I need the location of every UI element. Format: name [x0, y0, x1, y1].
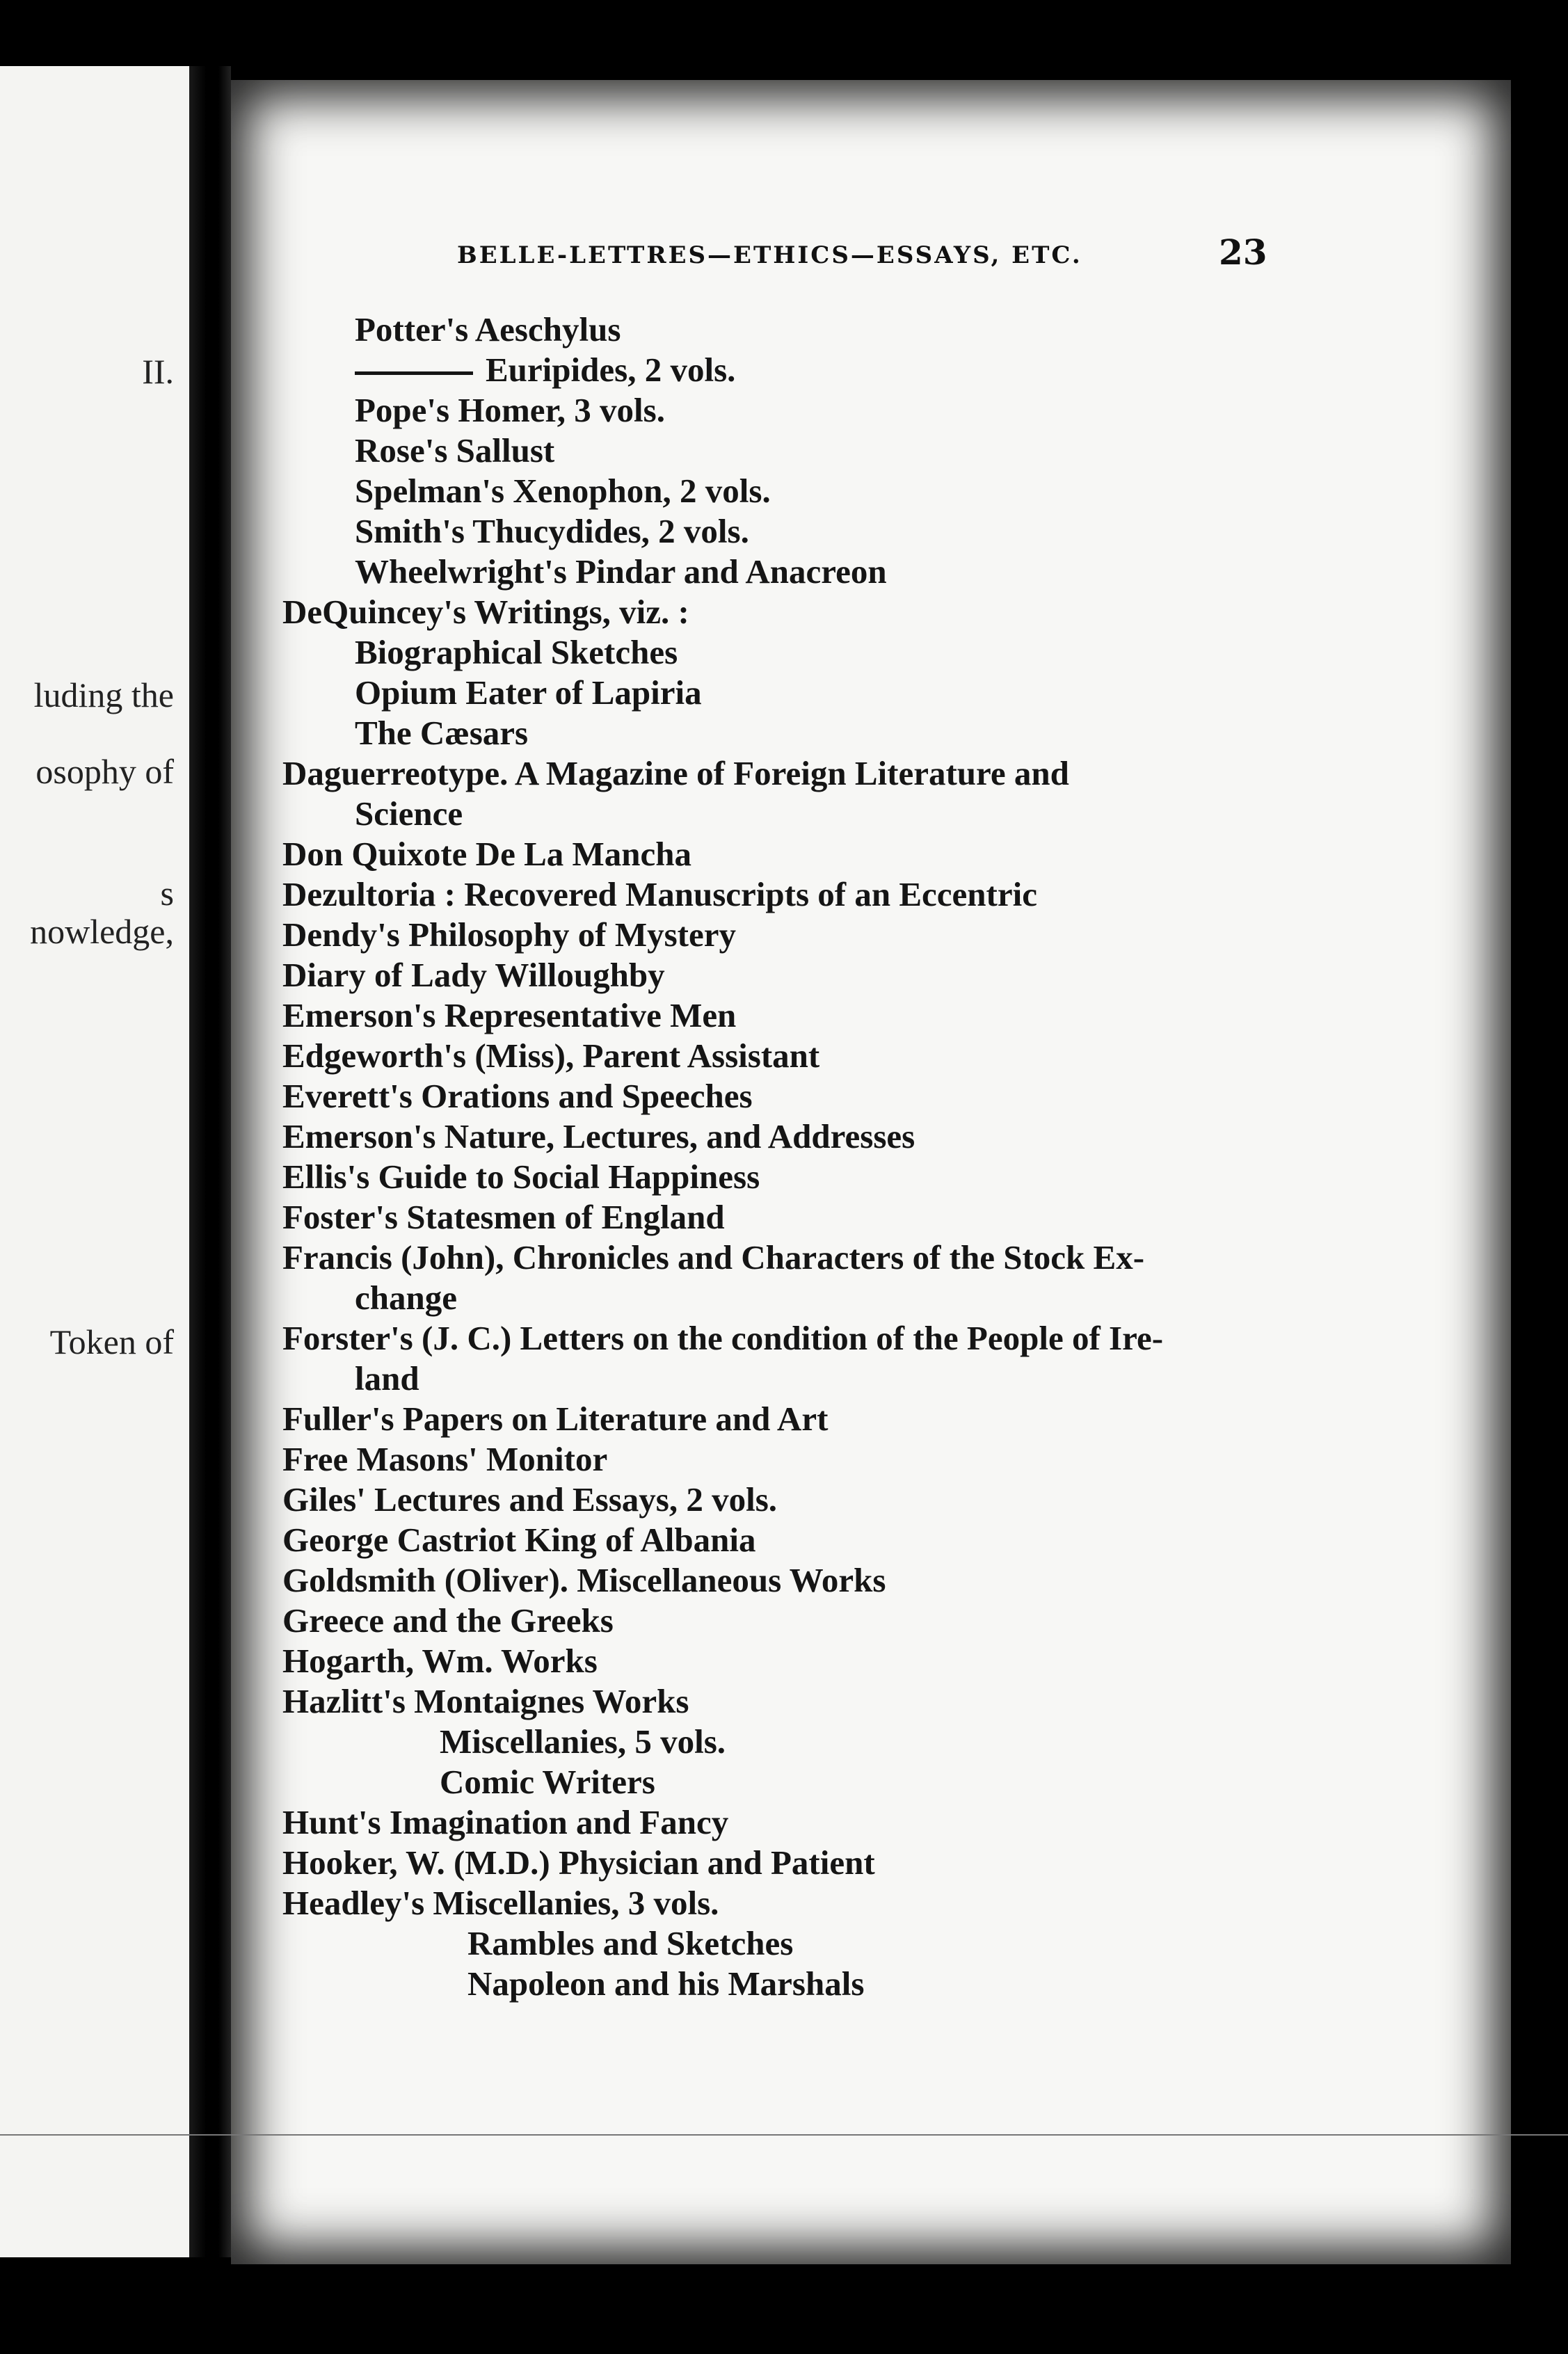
- catalog-entry-text: Comic Writers: [440, 1763, 655, 1801]
- catalog-entry-text: Ellis's Guide to Social Happiness: [282, 1158, 760, 1196]
- left-fragment: s: [160, 874, 174, 913]
- catalog-entry-text: Science: [355, 794, 463, 833]
- catalog-entry-text: Spelman's Xenophon, 2 vols.: [355, 472, 771, 510]
- catalog-entry: [231, 1238, 1511, 1278]
- page-header-title: BELLE-LETTRES—ETHICS—ESSAYS, ETC.: [457, 241, 1082, 269]
- catalog-entry: [231, 552, 1511, 592]
- catalog-entry-text: Biographical Sketches: [355, 633, 678, 671]
- catalog-entry-text: Edgeworth's (Miss), Parent Assistant: [282, 1036, 820, 1075]
- catalog-entry: [231, 1762, 1511, 1802]
- running-head: [231, 232, 1511, 290]
- catalog-entry: [231, 1641, 1511, 1681]
- catalog-entry-text: Francis (John), Chronicles and Characters of the Stock Ex-: [282, 1238, 1145, 1276]
- catalog-entry-text: Headley's Miscellanies, 3 vols.: [282, 1884, 719, 1922]
- left-fragment: nowledge,: [30, 912, 174, 951]
- catalog-entry: [231, 1883, 1511, 1923]
- catalog-entry-text: Rose's Sallust: [355, 431, 555, 470]
- left-fragment: Token of: [49, 1322, 174, 1361]
- catalog-entry-text: DeQuincey's Writings, viz. :: [282, 593, 689, 631]
- catalog-entry: [231, 1439, 1511, 1480]
- catalog-entry: [231, 995, 1511, 1036]
- catalog-entry: [231, 1157, 1511, 1197]
- catalog-entry-text: Rambles and Sketches: [467, 1924, 794, 1962]
- catalog-entry-text: change: [355, 1279, 457, 1317]
- catalog-entry-text: Opium Eater of Lapiria: [355, 673, 702, 712]
- catalog-entry-text: Hogarth, Wm. Works: [282, 1642, 598, 1680]
- catalog-entry-text: Diary of Lady Willoughby: [282, 956, 665, 994]
- catalog-entry-text: Goldsmith (Oliver). Miscellaneous Works: [282, 1561, 886, 1599]
- book-gutter: [189, 66, 231, 2257]
- scan-edge-line: [0, 2134, 1568, 2136]
- catalog-entry-text: Pope's Homer, 3 vols.: [355, 391, 665, 429]
- left-fragment: luding the: [33, 675, 174, 714]
- catalog-entry: [231, 632, 1511, 673]
- left-facing-page: [0, 66, 189, 2257]
- catalog-entry: [231, 1480, 1511, 1520]
- catalog-entry: [231, 511, 1511, 552]
- catalog-entry: [231, 1399, 1511, 1439]
- catalog-entry-text: Free Masons' Monitor: [282, 1440, 608, 1478]
- catalog-entry: [231, 431, 1511, 471]
- catalog-entry: [231, 955, 1511, 995]
- left-fragment: osophy of: [35, 752, 174, 791]
- catalog-entry: [231, 350, 1511, 390]
- catalog-entry-text: Don Quixote De La Mancha: [282, 835, 691, 873]
- catalog-entry: [231, 1318, 1511, 1359]
- catalog-entry: [231, 874, 1511, 915]
- catalog-entry: [231, 915, 1511, 955]
- main-page: [231, 80, 1511, 2264]
- catalog-entry: [231, 1197, 1511, 1238]
- catalog-entry: [231, 1359, 1511, 1399]
- catalog-entry: [231, 390, 1511, 431]
- catalog-entries: [231, 310, 1511, 2004]
- catalog-entry: [231, 713, 1511, 753]
- catalog-entry-text: Dezultoria : Recovered Manuscripts of an Eccentric: [282, 875, 1037, 913]
- catalog-entry: [231, 1560, 1511, 1601]
- page-number: 23: [1219, 232, 1267, 273]
- catalog-entry-text: The Cæsars: [355, 714, 529, 752]
- catalog-entry: [231, 310, 1511, 350]
- catalog-entry-text: Foster's Statesmen of England: [282, 1198, 725, 1236]
- catalog-entry: [231, 1681, 1511, 1722]
- catalog-entry-text: Hazlitt's Montaignes Works: [282, 1682, 689, 1720]
- catalog-entry-text: Miscellanies, 5 vols.: [440, 1722, 726, 1761]
- catalog-entry: [231, 1076, 1511, 1116]
- catalog-entry-text: Greece and the Greeks: [282, 1601, 614, 1640]
- ditto-rule: [355, 371, 473, 375]
- catalog-entry-text: Giles' Lectures and Essays, 2 vols.: [282, 1480, 778, 1519]
- catalog-entry: [231, 1964, 1511, 2004]
- catalog-entry: [231, 673, 1511, 713]
- catalog-entry: [231, 1843, 1511, 1883]
- catalog-entry: [231, 471, 1511, 511]
- catalog-entry-text: Dendy's Philosophy of Mystery: [282, 915, 737, 954]
- catalog-entry-text: Everett's Orations and Speeches: [282, 1077, 753, 1115]
- catalog-entry-text: land: [355, 1359, 419, 1398]
- left-fragment: II.: [142, 352, 174, 391]
- catalog-entry-text: Hunt's Imagination and Fancy: [282, 1803, 729, 1841]
- catalog-entry: [231, 1802, 1511, 1843]
- catalog-entry: [231, 592, 1511, 632]
- catalog-entry-text: Euripides, 2 vols.: [486, 351, 736, 389]
- catalog-entry: [231, 1923, 1511, 1964]
- catalog-entry: [231, 834, 1511, 874]
- catalog-entry-text: Emerson's Nature, Lectures, and Addresses: [282, 1117, 915, 1155]
- catalog-entry: [231, 1036, 1511, 1076]
- catalog-entry-text: Hooker, W. (M.D.) Physician and Patient: [282, 1843, 875, 1882]
- catalog-entry-text: Forster's (J. C.) Letters on the condition of the People of Ire-: [282, 1319, 1164, 1357]
- catalog-entry: [231, 1520, 1511, 1560]
- catalog-entry-text: George Castriot King of Albania: [282, 1521, 756, 1559]
- catalog-entry-text: Napoleon and his Marshals: [467, 1964, 865, 2003]
- catalog-entry: [231, 1116, 1511, 1157]
- catalog-entry: [231, 753, 1511, 794]
- catalog-entry-text: Wheelwright's Pindar and Anacreon: [355, 552, 887, 591]
- catalog-entry-text: Potter's Aeschylus: [355, 310, 621, 349]
- catalog-entry: [231, 1601, 1511, 1641]
- catalog-entry-text: Emerson's Representative Men: [282, 996, 737, 1034]
- catalog-entry: [231, 1278, 1511, 1318]
- catalog-entry: [231, 794, 1511, 834]
- catalog-entry-text: Fuller's Papers on Literature and Art: [282, 1400, 829, 1438]
- catalog-entry-text: Daguerreotype. A Magazine of Foreign Literature and: [282, 754, 1069, 792]
- catalog-entry-text: Smith's Thucydides, 2 vols.: [355, 512, 749, 550]
- catalog-entry: [231, 1722, 1511, 1762]
